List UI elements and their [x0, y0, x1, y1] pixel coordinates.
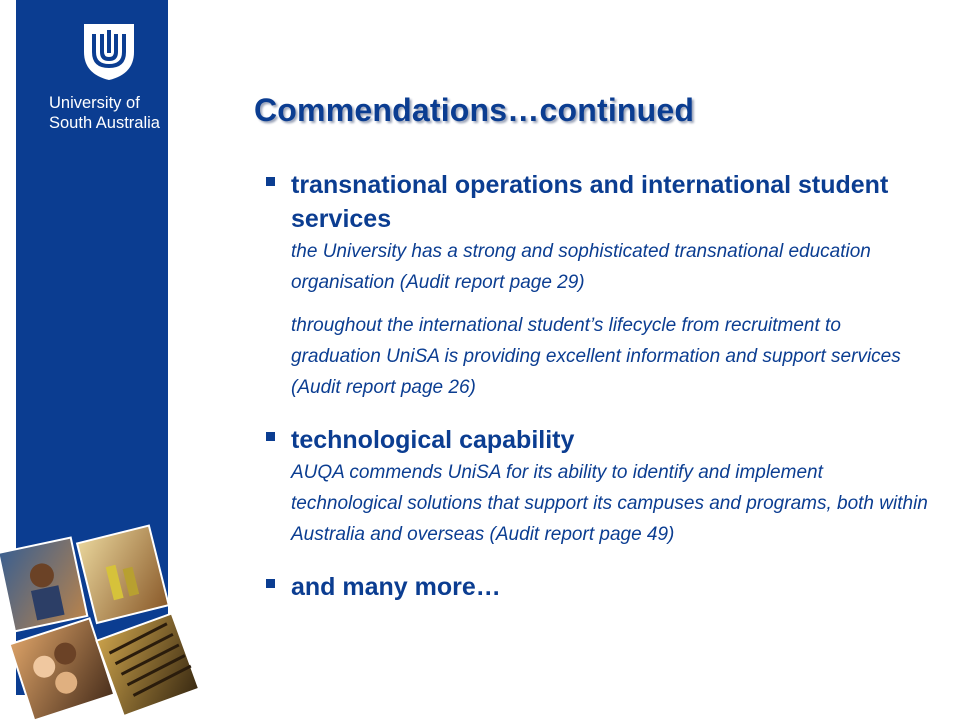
commendation-item-technological	[262, 423, 934, 550]
commendation-heading: technological capability	[291, 426, 575, 454]
commendation-item-more	[262, 570, 934, 604]
commendation-detail: AUQA commends UniSA for its ability to identify and implement technological solutions that support its campuses and programs, both within Australia and overseas (Audit report page 49)	[291, 462, 928, 545]
commendation-detail: the University has a strong and sophisticated transnational education organisation (Audit report page 29)	[291, 241, 871, 293]
commendations-list	[262, 168, 934, 624]
student-photo-collage	[0, 520, 200, 720]
unisa-shield-logo-icon	[82, 22, 136, 82]
commendation-heading: transnational operations and international student services	[291, 171, 889, 233]
university-name-line-2: South Australia	[49, 114, 160, 132]
slide-title: Commendations…continued	[254, 92, 695, 128]
commendation-item-transnational	[262, 168, 934, 403]
university-name-line-1: University of	[49, 94, 140, 112]
square-bullet-icon	[266, 432, 275, 441]
square-bullet-icon	[266, 177, 275, 186]
commendation-detail: throughout the international student’s lifecycle from recruitment to graduation UniSA is providing excellent information and support services (Audit report page 26)	[291, 315, 901, 398]
commendation-heading: and many more…	[291, 573, 501, 601]
square-bullet-icon	[266, 579, 275, 588]
university-name	[49, 93, 179, 133]
